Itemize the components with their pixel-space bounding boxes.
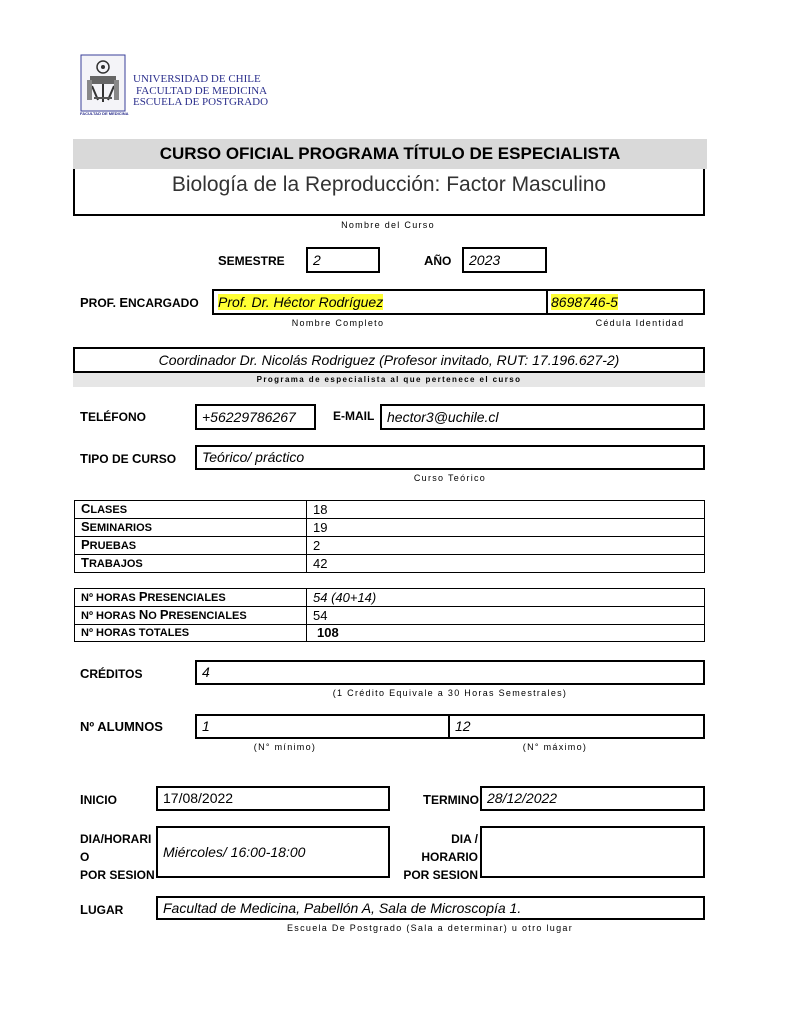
activity-label-rest: EMINARIOS (89, 522, 153, 534)
school-line: ESCUELA DE POSTGRADO (133, 96, 269, 108)
professor-id-field[interactable] (548, 292, 703, 312)
hours-value[interactable]: 108 (307, 625, 705, 642)
schedule-label (80, 830, 155, 884)
end-label-cap: T (423, 792, 431, 807)
activity-label-cap: T (81, 555, 89, 570)
table-row (75, 555, 705, 573)
professor-name: Prof. Dr. Héctor Rodríguez (218, 294, 384, 310)
phone-label (80, 409, 146, 424)
hours-prefix: Nº HORAS (81, 592, 139, 604)
place-caption: Escuela De Postgrado (Sala a determinar) u otro lugar (286, 923, 573, 933)
seal-caption: FACULTAD DE MEDICINA (80, 111, 129, 116)
course-type-rest: URSO (141, 452, 177, 466)
hours-value[interactable]: 54 (40+14) (307, 589, 705, 607)
hours-prefix: Nº HORAS (81, 610, 139, 622)
activity-label (75, 501, 307, 519)
professor-label-mid: ROF. (88, 296, 120, 310)
phone-label-rest: ELÉFONO (87, 410, 146, 424)
phone-label-cap: T (80, 409, 88, 424)
hours-label (75, 625, 307, 642)
place-label-cap: L (80, 902, 88, 917)
activity-label-rest: RABAJOS (88, 558, 143, 570)
course-name: Biología de la Reproducción: Factor Masculino (171, 173, 607, 196)
activity-label (75, 519, 307, 537)
faculty-line: FACULTAD DE MEDICINA (136, 84, 268, 97)
activity-label-cap: S (81, 519, 90, 534)
activity-label-cap: C (81, 501, 91, 516)
end-label (423, 792, 479, 807)
place-label-rest: UGAR (87, 903, 124, 917)
schedule2-field[interactable] (480, 826, 705, 878)
year-label (424, 253, 451, 268)
course-type-mid: IPO DE (87, 452, 132, 466)
students-min-caption: (N° mínimo) (253, 742, 317, 752)
hours-value[interactable]: 54 (307, 607, 705, 625)
table-row (75, 589, 705, 607)
schedule-label-line1: DIA/HORARI (80, 832, 152, 846)
university-seal (80, 54, 129, 124)
professor-label-cap1: P (80, 295, 89, 310)
activity-label-rest: LASES (90, 504, 128, 516)
year-field[interactable]: 2023 (462, 247, 547, 273)
professor-name-field[interactable] (214, 292, 544, 312)
university-line: UNIVERSIDAD DE CHILE (133, 73, 261, 85)
activity-value[interactable]: 42 (307, 555, 705, 573)
professor-label-cap2: E (119, 295, 129, 310)
credits-label (80, 666, 143, 681)
credits-label-cap: C (80, 666, 90, 681)
professor-id: 8698746-5 (551, 294, 618, 310)
year-label-cap: A (424, 253, 434, 268)
course-name-caption: Nombre del Curso (341, 220, 435, 230)
activity-label (75, 537, 307, 555)
schedule-label-line3: POR SESION (80, 868, 155, 882)
activity-value[interactable]: 18 (307, 501, 705, 519)
course-type-cap2: C (131, 451, 142, 466)
semester-label-cap: S (218, 253, 227, 268)
hours-cap2: P (159, 607, 169, 622)
professor-label (80, 295, 199, 310)
end-label-rest: ERMINO (430, 793, 479, 807)
start-label-rest: NICIO (83, 793, 117, 807)
table-row (75, 501, 705, 519)
table-row (75, 537, 705, 555)
table-row (75, 519, 705, 537)
id-caption: Cédula Identidad (595, 318, 685, 328)
table-row (75, 607, 705, 625)
hours-cap: N (138, 607, 149, 622)
hours-table (74, 588, 705, 642)
schedule-field[interactable]: Miércoles/ 16:00-18:00 (156, 826, 390, 878)
coordinator-text[interactable]: Coordinador Dr. Nicolás Rodriguez (Profesor invitado, RUT: 17.196.627-2) (158, 352, 620, 368)
schedule-label-line2: O (80, 850, 90, 864)
university-name (133, 74, 268, 109)
students-label: Nº ALUMNOS (80, 719, 163, 734)
schedule2-label-line1: DIA / (451, 832, 478, 846)
program-caption: Programa de especialista al que pertenece el curso (256, 375, 522, 384)
semester-label (218, 253, 285, 268)
credits-field[interactable]: 4 (195, 660, 705, 685)
phone-field[interactable]: +56229786267 (195, 404, 316, 430)
start-label-cap: I (80, 792, 84, 807)
hours-prefix: Nº HORAS TOTALES (81, 627, 190, 639)
place-label (80, 902, 123, 917)
hours-rest: O (148, 610, 160, 622)
place-field[interactable]: Facultad de Medicina, Pabellón A, Sala de Microscopía 1. (156, 896, 705, 920)
schedule2-label (396, 830, 478, 884)
page-title: CURSO OFICIAL PROGRAMA TÍTULO DE ESPECIALISTA (159, 144, 621, 163)
students-max-caption: (N° máximo) (522, 742, 588, 752)
activity-value[interactable]: 2 (307, 537, 705, 555)
email-label: E-MAIL (333, 409, 375, 423)
course-type-label (80, 451, 176, 466)
start-label (80, 792, 117, 807)
activity-value[interactable]: 19 (307, 519, 705, 537)
end-date-field[interactable]: 28/12/2022 (480, 786, 705, 811)
schedule2-label-line3: POR SESION (403, 868, 478, 882)
activity-label-rest: RUEBAS (89, 540, 137, 552)
activities-table (74, 500, 705, 573)
hours-rest: RESENCIALES (147, 592, 226, 604)
course-type-field[interactable]: Teórico/ práctico (195, 445, 705, 470)
name-caption: Nombre Completo (291, 318, 385, 328)
students-max-field[interactable]: 12 (455, 718, 471, 734)
professor-label-rest: NCARGADO (128, 296, 199, 310)
hours-label (75, 607, 307, 625)
students-min-field[interactable]: 1 (202, 718, 210, 734)
start-date-field[interactable]: 17/08/2022 (156, 786, 390, 811)
course-type-caption: Curso Teórico (413, 473, 487, 483)
email-field[interactable]: hector3@uchile.cl (380, 404, 705, 430)
hours-rest2: RESENCIALES (168, 610, 247, 622)
activity-label-cap: P (81, 537, 90, 552)
credits-label-rest: RÉDITOS (89, 667, 143, 681)
table-row (75, 625, 705, 642)
semester-field[interactable]: 2 (306, 247, 380, 273)
course-type-cap1: T (80, 451, 88, 466)
hours-label (75, 589, 307, 607)
hours-cap: P (138, 589, 148, 604)
semester-label-rest: EMESTRE (226, 254, 285, 268)
schedule2-label-line2: HORARIO (421, 850, 478, 864)
activity-label (75, 555, 307, 573)
credits-caption: (1 Crédito Equivale a 30 Horas Semestrales) (332, 688, 568, 698)
year-label-rest: ÑO (433, 254, 452, 268)
